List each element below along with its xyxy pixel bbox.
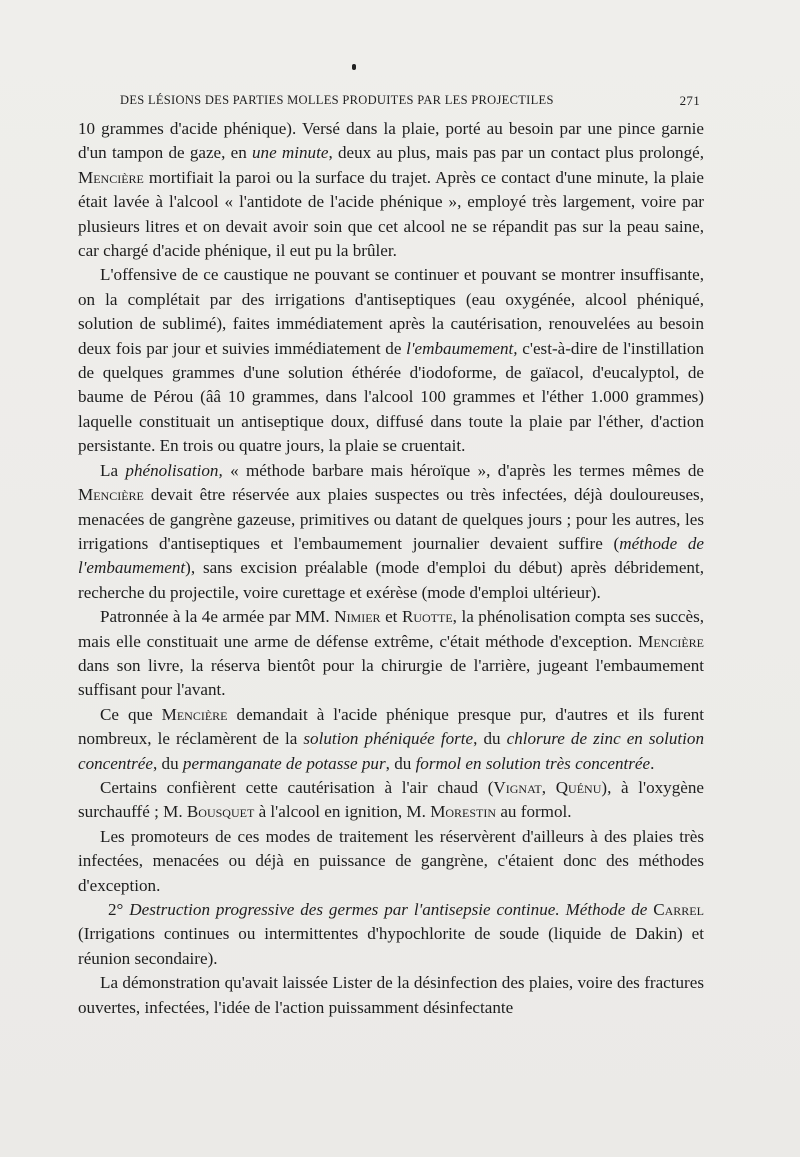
text-run: . (650, 753, 655, 773)
text-run: Les promoteurs de ces modes de traitement les réservèrent d'ailleurs à des plaies très infectées, menacées ou déjà en puissance de gangrène, c'étaient donc des méthodes d'exception. (78, 826, 704, 895)
author-name: Mencière (161, 704, 228, 724)
text-run: à l'alcool en ignition, M. (258, 802, 426, 822)
text-run: devait être réservée aux plaies suspectes ou très infectées, déjà douloureuses, menacées de gangrène gazeuse, primitives ou datant de quelques jours ; pour les autres, les irrigations d'antiseptiques et l'embaumement journalier devaient suffire ( (78, 485, 704, 553)
ink-dot (352, 64, 356, 70)
page-number: 271 (679, 93, 700, 108)
paragraph-6 (78, 776, 704, 825)
text-run: ), à l'oxygène surchauffé ; M. (78, 777, 704, 822)
paragraph-9 (78, 971, 704, 1020)
text-run: L'offensive de ce caustique ne pouvant se continuer et pouvant se montrer insuffisante, on la complétait par des irrigations d'antiseptiques (eau oxygénée, alcool phéniqué, solution de sublimé), faites immédiatement après la cautérisation, renouvelées au besoin deux fois par jour et suivies immédiatement de (78, 265, 704, 358)
body-text (78, 117, 704, 1020)
author-name: Mencière (638, 631, 704, 651)
text-run: La (100, 460, 119, 480)
text-run: Patronnée à la 4e armée par MM. (100, 607, 330, 627)
text-run: , du (385, 753, 412, 773)
paragraph-4 (78, 605, 704, 703)
author-name: Bousquet (186, 802, 255, 822)
author-name: Ruotte (401, 607, 453, 627)
paragraph-7 (78, 825, 704, 898)
text-run: , (541, 777, 547, 797)
text-run: au formol. (500, 802, 572, 822)
italic-run: méthode de l'embaumement (78, 533, 705, 578)
paragraph-2 (78, 263, 704, 458)
text-run: Ce que (100, 704, 153, 724)
paragraph-8 (78, 898, 704, 971)
text-run: c'est-à-dire de l'instillation de quelques grammes d'une solution éthérée d'iodoforme, de gaïacol, d'eucalyptol, de baume de Pérou (ââ 10 grammes, dans l'alcool 100 grammes et l'éther 1.000 grammes) laquelle constituait un antiseptique doux, diffusé dans toute la plaie par l'éther, d'action persistante. En trois ou quatre jours, la plaie se cruentait. (78, 338, 704, 456)
text-run: mortifiait la paroi ou la surface du trajet. Après ce contact d'une minute, la plaie était lavée à l'alcool « l'antidote de l'acide phénique », employé très largement, voire par plusieurs litres et on devait avoir soin que cet alcool ne se répandit pas sur la peau saine, car chargé d'acide phénique, il eut pu la brûler. (78, 167, 704, 261)
text-run: , la phénolisation compta ses succès, mais elle constituait une arme de défense extrême, c'était méthode d'exception. (78, 607, 705, 651)
text-run: , du (473, 729, 501, 749)
italic-run: l'embaumement, (406, 338, 518, 358)
text-run: La démonstration qu'avait laissée Lister de la désinfection des plaies, voire des fractures ouvertes, infectées, l'idée de l'action puissamment désinfectante (78, 973, 704, 1017)
author-name: Carrel (653, 900, 704, 919)
section-number: 2° (108, 900, 124, 919)
text-run: , deux au plus, mais pas par un contact plus prolongé, (328, 143, 705, 163)
text-run: 10 grammes d'acide phénique). Versé dans la plaie, porté au besoin par une pince garnie d'un tampon de gaze, en (78, 119, 704, 163)
author-name: Morestin (430, 802, 497, 822)
paragraph-1 (78, 117, 704, 263)
italic-run: chlorure de zinc en solution concentrée (78, 729, 704, 773)
author-name: Vignat (493, 777, 542, 797)
section-heading: Destruction progressive des germes par l'antisepsie continue. Méthode de (129, 900, 648, 919)
text-run: ), sans excision préalable (mode d'emploi du début) après débridement, recherche du projectile, voire curettage et exérèse (mode d'emploi ultérieur). (78, 558, 704, 602)
italic-run: solution phéniquée forte (303, 729, 474, 749)
author-name: Mencière (78, 167, 144, 187)
italic-run: phénolisation, (125, 460, 223, 480)
paragraph-3 (78, 459, 704, 605)
text-run: , du (152, 753, 179, 773)
text-run: « méthode barbare mais héroïque », d'après les termes mêmes de (230, 460, 704, 480)
italic-run: permanganate de potasse pur (182, 753, 386, 773)
paragraph-5 (78, 703, 704, 776)
text-run: Certains confièrent cette cautérisation à l'air chaud ( (100, 777, 494, 797)
author-name: Nimier (334, 607, 381, 627)
author-name: Mencière (78, 485, 144, 505)
text-run: demandait à l'acide phénique presque pur, d'autres et ils furent nombreux, le réclamèrent de la (78, 704, 704, 749)
italic-run: une minute (252, 143, 329, 163)
author-name: Quénu (555, 777, 602, 797)
italic-run: formol en solution très concentrée (415, 753, 651, 773)
text-run: (Irrigations continues ou intermittentes d'hypochlorite de soude (liquide de Dakin) et réunion secondaire). (78, 924, 704, 968)
text-run: et (385, 607, 398, 627)
running-title: DES LÉSIONS DES PARTIES MOLLES PRODUITES PAR LES PROJECTILES (120, 93, 554, 107)
text-run: dans son livre, la réserva bientôt pour la chirurgie de l'arrière, jugeant l'embaumement suffisant pour l'avant. (78, 655, 704, 700)
